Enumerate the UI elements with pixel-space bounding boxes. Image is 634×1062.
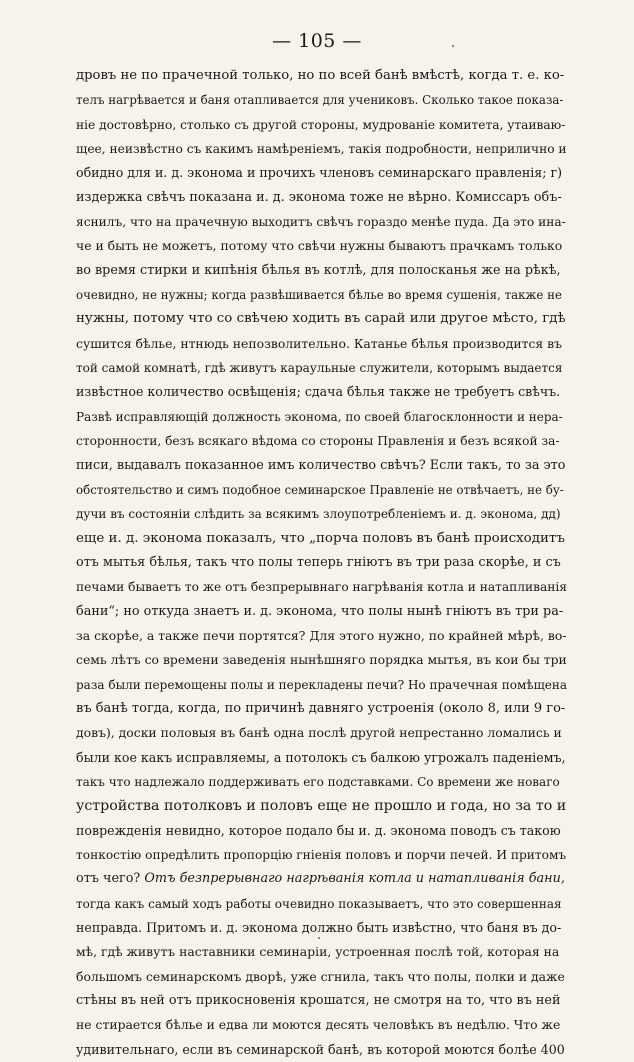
text-line-content: дровъ не по прачечной только, но по всей банѣ вмѣстѣ, когда т. е. ко- bbox=[76, 68, 565, 83]
text-line bbox=[76, 137, 567, 161]
text-line-content: поврежденія невидно, которое подало бы и. д. эконома поводъ съ такою bbox=[76, 822, 561, 838]
text-line bbox=[76, 88, 567, 112]
text-line-content: были кое какъ исправляемы, а потолокъ съ балкою угрожалъ паденіемъ, bbox=[76, 749, 566, 765]
text-line bbox=[76, 259, 567, 283]
text-line bbox=[76, 940, 567, 964]
text-line-content: стѣны въ ней отъ прикосновенія крошатся, не смотря на то, что въ ней bbox=[76, 993, 561, 1009]
text-line bbox=[76, 819, 567, 843]
text-line-content: во время стирки и кипѣнія бѣлья въ котлѣ, для полосканья же на рѣкѣ, bbox=[76, 262, 561, 278]
text-line bbox=[76, 307, 567, 331]
text-line bbox=[76, 454, 567, 478]
text-line-content: че и быть не можетъ, потому что свѣчи нужны бываютъ прачкамъ только bbox=[76, 238, 563, 254]
text-line-content: отъ мытья бѣлья, такъ что полы теперь гніютъ въ три раза скорѣе, и съ bbox=[76, 554, 561, 570]
text-line bbox=[76, 429, 567, 453]
text-line bbox=[76, 965, 567, 989]
text-line bbox=[76, 989, 567, 1013]
text-line bbox=[76, 283, 567, 307]
text-line bbox=[76, 113, 567, 137]
text-line-content: нужны, потому что со свѣчею ходить въ сарай или другое мѣсто, гдѣ bbox=[76, 311, 566, 327]
text-line bbox=[76, 64, 567, 88]
text-line bbox=[76, 843, 567, 867]
text-line bbox=[76, 648, 567, 672]
text-line-content: тогда какъ самый ходъ работы очевидно показываетъ, что это совершенная bbox=[76, 896, 562, 911]
text-line-content: тонкостію опредѣлить пропорцію гніенія половъ и порчи печей. И притомъ bbox=[76, 848, 567, 862]
text-line bbox=[76, 527, 567, 551]
text-line-content: сторонности, безъ всякаго вѣдома со стороны Правленія и безъ всякой за- bbox=[76, 434, 560, 449]
text-line-content: яснилъ, что на прачечную выходитъ свѣчъ гораздо менѣе пуда. Да это ина- bbox=[76, 215, 566, 230]
text-line bbox=[76, 380, 567, 404]
text-line bbox=[76, 624, 567, 648]
text-line bbox=[76, 673, 567, 697]
text-line bbox=[76, 405, 567, 429]
text-line-content: телъ нагрѣвается и баня отапливается для учениковъ. Сколько такое показа- bbox=[76, 93, 564, 108]
text-line bbox=[76, 1038, 567, 1062]
text-line-content: мѣ, гдѣ живутъ наставники семинаріи, устроенная послѣ той, которая на bbox=[76, 944, 560, 960]
italic-emphasis: Отъ безпрерывнаго нагрѣванія котла и натапливанія бани, bbox=[144, 871, 565, 887]
text-line-content: устройства потолковъ и половъ еще не прошло и года, но за то и bbox=[76, 798, 567, 815]
text-line-content: обстоятельство и симъ подобное семинарское Правленіе не отвѣчаетъ, не бу- bbox=[76, 482, 564, 497]
text-line-content: издержка свѣчъ показана и. д. эконома тоже не вѣрно. Комиссаръ объ- bbox=[76, 189, 562, 205]
text-line bbox=[76, 161, 567, 185]
page-number-header: — 105 — bbox=[272, 30, 362, 52]
text-line bbox=[76, 210, 567, 234]
text-line-content: извѣстное количество освѣщенія; сдача бѣлья также не требуетъ свѣчъ. bbox=[76, 384, 561, 400]
text-line-content: отъ чего? bbox=[76, 871, 145, 887]
text-line-content: довъ), доски половыя въ банѣ одна послѣ другой непрестанно ломались и bbox=[76, 725, 562, 741]
text-line bbox=[76, 600, 567, 624]
text-line-content: большомъ семинарскомъ дворѣ, уже сгнила, такъ что полы, полки и даже bbox=[76, 968, 565, 984]
text-line-content: не стирается бѣлье и едва ли моются десять человѣкъ въ недѣлю. Что же bbox=[76, 1017, 561, 1033]
text-line-content: въ банѣ тогда, когда, по причинѣ давняго устроенія (около 8, или 9 го- bbox=[76, 700, 566, 716]
text-line bbox=[76, 234, 567, 258]
text-line-content: той самой комнатѣ, гдѣ живутъ караульные служители, которымъ выдается bbox=[76, 361, 563, 376]
text-line-content: такъ что надлежало поддерживать его подставками. Со времени же новаго bbox=[76, 774, 560, 789]
text-line-content: раза были перемощены полы и перекладены печи? Но прачечная помѣщена bbox=[76, 677, 567, 692]
text-line bbox=[76, 794, 567, 818]
text-line-content: сушится бѣлье, нтнюдь непозволительно. Катанье бѣлья производится въ bbox=[76, 335, 563, 351]
body-text bbox=[76, 64, 567, 1062]
text-line bbox=[76, 697, 567, 721]
text-line bbox=[76, 575, 567, 599]
text-line bbox=[76, 502, 567, 526]
text-line-content: за скорѣе, а также печи портятся? Для этого нужно, по крайней мѣрѣ, во- bbox=[76, 627, 567, 643]
print-speck bbox=[318, 937, 320, 939]
text-line-content: неправда. Притомъ и. д. эконома должно быть извѣстно, что баня въ до- bbox=[76, 920, 562, 936]
text-line-content: очевидно, не нужны; когда развѣшивается бѣлье во время сушенія, также не bbox=[76, 288, 562, 303]
text-line bbox=[76, 551, 567, 575]
text-line-content: дучи въ состояніи слѣдить за всякимъ злоупотребленіемъ и. д. эконома, дд) bbox=[76, 507, 561, 522]
text-line-content: печами бываетъ то же отъ безпрерывнаго нагрѣванія котла и натапливанія bbox=[76, 580, 567, 595]
print-speck bbox=[452, 45, 454, 47]
text-line bbox=[76, 916, 567, 940]
text-line bbox=[76, 892, 567, 916]
text-line-content: семь лѣтъ со времени заведенія нынѣшняго порядка мытья, въ кои бы три bbox=[76, 652, 567, 668]
text-line bbox=[76, 186, 567, 210]
text-line bbox=[76, 1013, 567, 1037]
text-line-content: писи, выдавалъ показанное имъ количество свѣчъ? Если такъ, то за это bbox=[76, 457, 566, 473]
text-line bbox=[76, 478, 567, 502]
text-line-content: бани“; но откуда знаетъ и. д. эконома, что полы нынѣ гніютъ въ три ра- bbox=[76, 603, 564, 619]
text-line bbox=[76, 746, 567, 770]
text-line-content: обидно для и. д. эконома и прочихъ членовъ семинарскаго правленія; г) bbox=[76, 165, 562, 181]
text-line bbox=[76, 356, 567, 380]
text-line-content: удивительнаго, если въ семинарской банѣ, въ которой моются болѣе 400 bbox=[76, 1041, 565, 1057]
text-line-content: Развѣ исправляющій должность эконома, по своей благосклонности и нера- bbox=[76, 409, 563, 424]
text-line-content: ніе достовѣрно, столько съ другой стороны, мудрованіе комитета, утаиваю- bbox=[76, 117, 566, 132]
text-line bbox=[76, 721, 567, 745]
text-line-content: еще и. д. эконома показалъ, что „порча половъ въ банѣ происходитъ bbox=[76, 530, 565, 546]
text-line-content: щее, неизвѣстно съ какимъ намѣреніемъ, такія подробности, неприлично и bbox=[76, 142, 567, 157]
text-line bbox=[76, 770, 567, 794]
text-line bbox=[76, 332, 567, 356]
text-line bbox=[76, 867, 567, 891]
